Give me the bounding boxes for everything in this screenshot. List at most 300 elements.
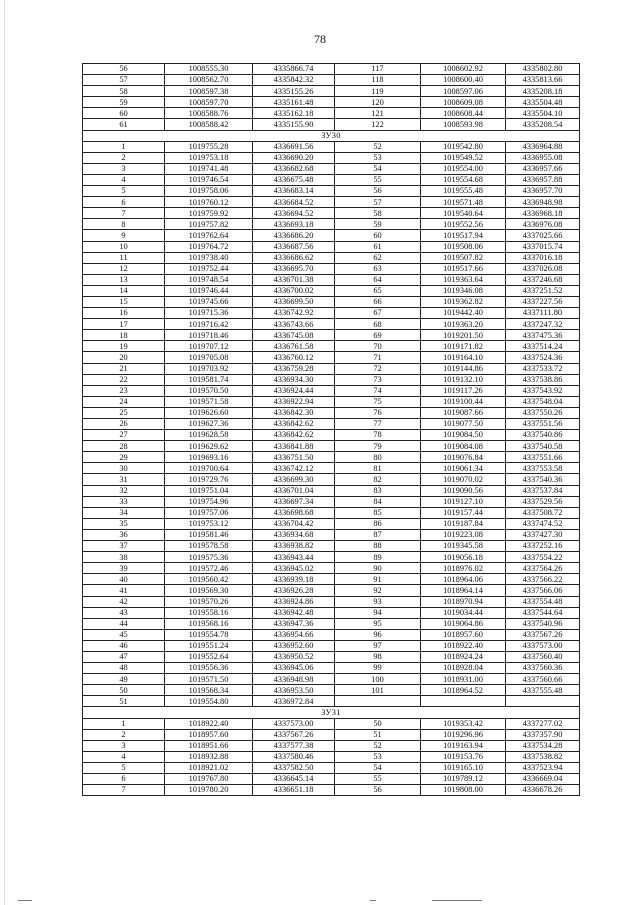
x-coordinate-cell: 1019627.36 <box>165 419 253 430</box>
y-coordinate-cell: 4337475.36 <box>506 330 580 341</box>
x-coordinate-cell: 1019748.54 <box>165 274 253 285</box>
point-number-cell: 46 <box>83 640 165 651</box>
table-row <box>83 629 580 640</box>
y-coordinate-cell: 4337427.30 <box>506 529 580 540</box>
y-coordinate-cell: 4336953.50 <box>253 685 335 696</box>
y-coordinate-cell: 4336950.52 <box>253 651 335 662</box>
point-number-cell: 74 <box>335 385 421 396</box>
point-number-cell: 81 <box>335 463 421 474</box>
table-row <box>83 230 580 241</box>
x-coordinate-cell: 1019077.50 <box>421 419 506 430</box>
point-number-cell: 87 <box>335 529 421 540</box>
x-coordinate-cell: 1019556.36 <box>165 663 253 674</box>
x-coordinate-cell: 1018922.40 <box>165 718 253 729</box>
y-coordinate-cell: 4335208.18 <box>506 86 580 97</box>
x-coordinate-cell: 1019517.66 <box>421 263 506 274</box>
point-number-cell: 18 <box>83 330 165 341</box>
point-number-cell: 19 <box>83 341 165 352</box>
y-coordinate-cell: 4336760.12 <box>253 352 335 363</box>
y-coordinate-cell: 4337537.84 <box>506 485 580 496</box>
y-coordinate-cell: 4336972.84 <box>253 696 335 707</box>
y-coordinate-cell: 4337560.36 <box>506 663 580 674</box>
table-row <box>83 518 580 529</box>
x-coordinate-cell: 1019153.76 <box>421 751 506 762</box>
point-number-cell: 12 <box>83 263 165 274</box>
point-number-cell: 93 <box>335 596 421 607</box>
x-coordinate-cell: 1019760.12 <box>165 197 253 208</box>
point-number-cell: 4 <box>83 174 165 185</box>
point-number-cell: 29 <box>83 452 165 463</box>
y-coordinate-cell: 4337540.96 <box>506 618 580 629</box>
x-coordinate-cell: 1019757.82 <box>165 219 253 230</box>
y-coordinate-cell: 4337550.26 <box>506 407 580 418</box>
x-coordinate-cell: 1019693.16 <box>165 452 253 463</box>
y-coordinate-cell: 4336742.12 <box>253 463 335 474</box>
y-coordinate-cell: 4337540.58 <box>506 441 580 452</box>
point-number-cell: 9 <box>83 230 165 241</box>
point-number-cell: 58 <box>335 208 421 219</box>
x-coordinate-cell: 1008597.06 <box>421 86 506 97</box>
y-coordinate-cell: 4336943.44 <box>253 552 335 563</box>
y-coordinate-cell: 4335155.26 <box>253 86 335 97</box>
x-coordinate-cell: 1019729.76 <box>165 474 253 485</box>
y-coordinate-cell: 4336939.18 <box>253 574 335 585</box>
point-number-cell: 54 <box>335 762 421 773</box>
x-coordinate-cell: 1018928.04 <box>421 663 506 674</box>
y-coordinate-cell: 4336842.30 <box>253 407 335 418</box>
y-coordinate-cell: 4337247.32 <box>506 319 580 330</box>
y-coordinate-cell: 4335813.66 <box>506 75 580 86</box>
y-coordinate-cell: 4336976.08 <box>506 219 580 230</box>
x-coordinate-cell: 1019117.26 <box>421 385 506 396</box>
table-row <box>83 607 580 618</box>
x-coordinate-cell: 1019165.10 <box>421 762 506 773</box>
y-coordinate-cell: 4336704.42 <box>253 518 335 529</box>
x-coordinate-cell: 1019542.80 <box>421 141 506 152</box>
point-number-cell: 101 <box>335 685 421 696</box>
y-coordinate-cell: 4336742.92 <box>253 308 335 319</box>
table-row <box>83 186 580 197</box>
x-coordinate-cell: 1019575.36 <box>165 552 253 563</box>
point-number-cell: 41 <box>83 585 165 596</box>
point-number-cell: 7 <box>83 785 165 796</box>
x-coordinate-cell: 1019758.06 <box>165 186 253 197</box>
table-row <box>83 685 580 696</box>
y-coordinate-cell: 4336926.28 <box>253 585 335 596</box>
x-coordinate-cell: 1019555.48 <box>421 186 506 197</box>
x-coordinate-cell: 1018957.60 <box>165 729 253 740</box>
x-coordinate-cell: 1019554.80 <box>165 696 253 707</box>
y-coordinate-cell: 4336686.62 <box>253 252 335 263</box>
point-number-cell: 5 <box>83 762 165 773</box>
y-coordinate-cell: 4335504.10 <box>506 108 580 119</box>
y-coordinate-cell: 4336690.20 <box>253 152 335 163</box>
point-number-cell: 13 <box>83 274 165 285</box>
point-number-cell: 44 <box>83 618 165 629</box>
x-coordinate-cell: 1018964.52 <box>421 685 506 696</box>
y-coordinate-cell: 4335161.48 <box>253 97 335 108</box>
point-number-cell: 82 <box>335 474 421 485</box>
y-coordinate-cell: 4335155.90 <box>253 119 335 130</box>
point-number-cell: 86 <box>335 518 421 529</box>
y-coordinate-cell: 4335842.32 <box>253 75 335 86</box>
x-coordinate-cell: 1019808.00 <box>421 785 506 796</box>
point-number-cell: 1 <box>83 141 165 152</box>
x-coordinate-cell: 1018964.06 <box>421 574 506 585</box>
x-coordinate-cell: 1008597.70 <box>165 97 253 108</box>
table-row <box>83 308 580 319</box>
point-number-cell: 88 <box>335 541 421 552</box>
point-number-cell: 56 <box>335 785 421 796</box>
y-coordinate-cell: 4336698.68 <box>253 507 335 518</box>
y-coordinate-cell: 4336743.66 <box>253 319 335 330</box>
point-number-cell: 60 <box>83 108 165 119</box>
y-coordinate-cell: 4335504.48 <box>506 97 580 108</box>
y-coordinate-cell: 4336675.48 <box>253 174 335 185</box>
x-coordinate-cell: 1019718.46 <box>165 330 253 341</box>
x-coordinate-cell: 1008609.08 <box>421 97 506 108</box>
table-row <box>83 119 580 130</box>
point-number-cell: 5 <box>83 186 165 197</box>
x-coordinate-cell: 1019070.02 <box>421 474 506 485</box>
table-row <box>83 485 580 496</box>
scan-margin-line <box>4 0 5 905</box>
point-number-cell: 90 <box>335 563 421 574</box>
y-coordinate-cell: 4337560.40 <box>506 651 580 662</box>
table-row <box>83 208 580 219</box>
y-coordinate-cell: 4335802.80 <box>506 64 580 75</box>
point-number-cell: 6 <box>83 197 165 208</box>
point-number-cell: 34 <box>83 507 165 518</box>
table-row <box>83 274 580 285</box>
table-row <box>83 341 580 352</box>
y-coordinate-cell: 4337567.26 <box>253 729 335 740</box>
y-coordinate-cell: 4337553.58 <box>506 463 580 474</box>
table-row <box>83 241 580 252</box>
y-coordinate-cell: 4335208.54 <box>506 119 580 130</box>
x-coordinate-cell: 1008588.76 <box>165 108 253 119</box>
x-coordinate-cell: 1019554.78 <box>165 629 253 640</box>
x-coordinate-cell: 1019572.46 <box>165 563 253 574</box>
point-number-cell: 55 <box>335 774 421 785</box>
x-coordinate-cell: 1019753.18 <box>165 152 253 163</box>
y-coordinate-cell: 4337564.26 <box>506 563 580 574</box>
x-coordinate-cell: 1019076.84 <box>421 452 506 463</box>
table-row <box>83 352 580 363</box>
point-number-cell: 4 <box>83 751 165 762</box>
point-number-cell: 20 <box>83 352 165 363</box>
point-number-cell: 52 <box>335 740 421 751</box>
point-number-cell: 2 <box>83 729 165 740</box>
table-row <box>83 663 580 674</box>
y-coordinate-cell: 4336695.70 <box>253 263 335 274</box>
x-coordinate-cell: 1018921.02 <box>165 762 253 773</box>
point-number-cell: 72 <box>335 363 421 374</box>
point-number-cell: 40 <box>83 574 165 585</box>
point-number-cell: 119 <box>335 86 421 97</box>
point-number-cell: 16 <box>83 308 165 319</box>
page-number: 78 <box>314 32 326 46</box>
point-number-cell: 31 <box>83 474 165 485</box>
point-number-cell: 99 <box>335 663 421 674</box>
y-coordinate-cell: 4337573.00 <box>506 640 580 651</box>
y-coordinate-cell: 4336701.04 <box>253 485 335 496</box>
point-number-cell: 10 <box>83 241 165 252</box>
x-coordinate-cell: 1019064.86 <box>421 618 506 629</box>
point-number-cell: 70 <box>335 341 421 352</box>
table-row <box>83 785 580 796</box>
point-number-cell: 64 <box>335 274 421 285</box>
table-row <box>83 64 580 75</box>
x-coordinate-cell: 1019084.08 <box>421 441 506 452</box>
table-row <box>83 774 580 785</box>
y-coordinate-cell: 4336957.66 <box>506 163 580 174</box>
y-coordinate-cell: 4337540.36 <box>506 474 580 485</box>
x-coordinate-cell: 1019127.10 <box>421 496 506 507</box>
x-coordinate-cell: 1019628.58 <box>165 430 253 441</box>
y-coordinate-cell: 4337277.02 <box>506 718 580 729</box>
x-coordinate-cell: 1019581.74 <box>165 374 253 385</box>
table-row <box>83 152 580 163</box>
x-coordinate-cell: 1019746.44 <box>165 285 253 296</box>
table-row <box>83 740 580 751</box>
table-row <box>83 640 580 651</box>
point-number-cell: 39 <box>83 563 165 574</box>
point-number-cell: 8 <box>83 219 165 230</box>
point-number-cell: 24 <box>83 396 165 407</box>
table-row <box>83 507 580 518</box>
y-coordinate-cell: 4337538.82 <box>506 751 580 762</box>
y-coordinate-cell: 4337567.26 <box>506 629 580 640</box>
x-coordinate-cell: 1019554.00 <box>421 163 506 174</box>
y-coordinate-cell: 4337543.92 <box>506 385 580 396</box>
point-number-cell: 85 <box>335 507 421 518</box>
x-coordinate-cell: 1019753.12 <box>165 518 253 529</box>
table-row <box>83 197 580 208</box>
y-coordinate-cell: 4336922.94 <box>253 396 335 407</box>
point-number-cell: 97 <box>335 640 421 651</box>
point-number-cell: 50 <box>335 718 421 729</box>
x-coordinate-cell: 1008588.42 <box>165 119 253 130</box>
table-row <box>83 141 580 152</box>
point-number-cell: 51 <box>335 729 421 740</box>
point-number-cell: 57 <box>335 197 421 208</box>
y-coordinate-cell: 4336947.36 <box>253 618 335 629</box>
x-coordinate-cell: 1018932.88 <box>165 751 253 762</box>
x-coordinate-cell: 1019517.94 <box>421 230 506 241</box>
table-row <box>83 374 580 385</box>
table-row <box>83 751 580 762</box>
point-number-cell: 25 <box>83 407 165 418</box>
y-coordinate-cell: 4336934.68 <box>253 529 335 540</box>
table-row <box>83 474 580 485</box>
table-row <box>83 696 580 707</box>
point-number-cell: 36 <box>83 529 165 540</box>
x-coordinate-cell: 1019789.12 <box>421 774 506 785</box>
point-number-cell: 95 <box>335 618 421 629</box>
x-coordinate-cell: 1019144.86 <box>421 363 506 374</box>
y-coordinate-cell: 4337566.22 <box>506 574 580 585</box>
table-row <box>83 463 580 474</box>
x-coordinate-cell: 1019700.64 <box>165 463 253 474</box>
y-coordinate-cell: 4336948.98 <box>253 674 335 685</box>
x-coordinate-cell: 1019346.08 <box>421 285 506 296</box>
x-coordinate-cell: 1019164.10 <box>421 352 506 363</box>
x-coordinate-cell: 1018924.24 <box>421 651 506 662</box>
y-coordinate-cell: 4337016.18 <box>506 252 580 263</box>
y-coordinate-cell <box>506 696 580 707</box>
x-coordinate-cell: 1019201.50 <box>421 330 506 341</box>
point-number-cell: 66 <box>335 296 421 307</box>
y-coordinate-cell: 4337544.64 <box>506 607 580 618</box>
y-coordinate-cell: 4336957.88 <box>506 174 580 185</box>
y-coordinate-cell: 4336678.26 <box>506 785 580 796</box>
x-coordinate-cell: 1019551.24 <box>165 640 253 651</box>
y-coordinate-cell: 4336687.56 <box>253 241 335 252</box>
x-coordinate-cell: 1019568.34 <box>165 685 253 696</box>
x-coordinate-cell: 1008600.40 <box>421 75 506 86</box>
y-coordinate-cell: 4336759.28 <box>253 363 335 374</box>
x-coordinate-cell: 1019755.28 <box>165 141 253 152</box>
table-row <box>83 651 580 662</box>
point-number-cell: 57 <box>83 75 165 86</box>
x-coordinate-cell: 1019745.66 <box>165 296 253 307</box>
x-coordinate-cell: 1019363.64 <box>421 274 506 285</box>
x-coordinate-cell: 1019741.48 <box>165 163 253 174</box>
point-number-cell: 100 <box>335 674 421 685</box>
y-coordinate-cell: 4337026.08 <box>506 263 580 274</box>
scan-mark <box>432 900 482 901</box>
point-number-cell: 59 <box>83 97 165 108</box>
point-number-cell: 42 <box>83 596 165 607</box>
y-coordinate-cell: 4337474.52 <box>506 518 580 529</box>
y-coordinate-cell: 4337227.56 <box>506 296 580 307</box>
x-coordinate-cell: 1019163.94 <box>421 740 506 751</box>
x-coordinate-cell: 1008608.44 <box>421 108 506 119</box>
y-coordinate-cell: 4336924.44 <box>253 385 335 396</box>
point-number-cell: 1 <box>83 718 165 729</box>
x-coordinate-cell: 1019353.42 <box>421 718 506 729</box>
point-number-cell: 23 <box>83 385 165 396</box>
x-coordinate-cell: 1008602.92 <box>421 64 506 75</box>
y-coordinate-cell: 4337540.86 <box>506 430 580 441</box>
y-coordinate-cell: 4337523.94 <box>506 762 580 773</box>
y-coordinate-cell: 4337514.24 <box>506 341 580 352</box>
x-coordinate-cell: 1019087.66 <box>421 407 506 418</box>
x-coordinate-cell: 1019442.40 <box>421 308 506 319</box>
x-coordinate-cell: 1019707.12 <box>165 341 253 352</box>
table-row <box>83 452 580 463</box>
y-coordinate-cell: 4336842.62 <box>253 419 335 430</box>
x-coordinate-cell: 1019090.56 <box>421 485 506 496</box>
table-row <box>83 552 580 563</box>
section-title: ЗУ31 <box>83 707 580 718</box>
x-coordinate-cell: 1019571.58 <box>165 396 253 407</box>
point-number-cell: 76 <box>335 407 421 418</box>
x-coordinate-cell: 1019780.20 <box>165 785 253 796</box>
table-row <box>83 319 580 330</box>
y-coordinate-cell: 4337548.04 <box>506 396 580 407</box>
point-number-cell: 30 <box>83 463 165 474</box>
point-number-cell: 45 <box>83 629 165 640</box>
table-row <box>83 718 580 729</box>
y-coordinate-cell: 4337582.50 <box>253 762 335 773</box>
point-number-cell: 2 <box>83 152 165 163</box>
x-coordinate-cell: 1018970.94 <box>421 596 506 607</box>
x-coordinate-cell: 1019578.58 <box>165 541 253 552</box>
x-coordinate-cell: 1019581.46 <box>165 529 253 540</box>
y-coordinate-cell: 4337533.72 <box>506 363 580 374</box>
scan-mark <box>18 900 32 901</box>
point-number-cell: 55 <box>335 174 421 185</box>
point-number-cell: 92 <box>335 585 421 596</box>
table-row <box>83 330 580 341</box>
y-coordinate-cell: 4337560.66 <box>506 674 580 685</box>
table-row <box>83 363 580 374</box>
table-row <box>83 729 580 740</box>
y-coordinate-cell: 4336682.68 <box>253 163 335 174</box>
table-row <box>83 263 580 274</box>
point-number-cell: 118 <box>335 75 421 86</box>
point-number-cell: 69 <box>335 330 421 341</box>
x-coordinate-cell: 1019571.48 <box>421 197 506 208</box>
x-coordinate-cell: 1018922.40 <box>421 640 506 651</box>
y-coordinate-cell: 4336945.06 <box>253 663 335 674</box>
section-title: ЗУ30 <box>83 130 580 141</box>
y-coordinate-cell: 4336684.52 <box>253 197 335 208</box>
x-coordinate-cell: 1018931.00 <box>421 674 506 685</box>
x-coordinate-cell: 1019362.82 <box>421 296 506 307</box>
y-coordinate-cell: 4337246.68 <box>506 274 580 285</box>
point-number-cell: 32 <box>83 485 165 496</box>
point-number-cell: 53 <box>335 152 421 163</box>
x-coordinate-cell: 1019764.72 <box>165 241 253 252</box>
point-number-cell: 73 <box>335 374 421 385</box>
point-number-cell: 89 <box>335 552 421 563</box>
table-row <box>83 285 580 296</box>
y-coordinate-cell: 4336952.60 <box>253 640 335 651</box>
table-row <box>83 496 580 507</box>
point-number-cell: 49 <box>83 674 165 685</box>
y-coordinate-cell: 4337554.48 <box>506 596 580 607</box>
point-number-cell: 56 <box>335 186 421 197</box>
table-row <box>83 163 580 174</box>
point-number-cell: 54 <box>335 163 421 174</box>
x-coordinate-cell: 1008555.30 <box>165 64 253 75</box>
table-row <box>83 419 580 430</box>
x-coordinate-cell: 1019759.92 <box>165 208 253 219</box>
x-coordinate-cell: 1019507.82 <box>421 252 506 263</box>
table-row <box>83 529 580 540</box>
x-coordinate-cell: 1019629.62 <box>165 441 253 452</box>
y-coordinate-cell: 4336645.14 <box>253 774 335 785</box>
point-number-cell: 77 <box>335 419 421 430</box>
x-coordinate-cell: 1019571.50 <box>165 674 253 685</box>
table-row <box>83 762 580 773</box>
y-coordinate-cell: 4337538.86 <box>506 374 580 385</box>
y-coordinate-cell: 4337566.06 <box>506 585 580 596</box>
point-number-cell: 50 <box>83 685 165 696</box>
x-coordinate-cell: 1019570.50 <box>165 385 253 396</box>
point-number-cell: 84 <box>335 496 421 507</box>
x-coordinate-cell: 1019363.20 <box>421 319 506 330</box>
x-coordinate-cell: 1019549.52 <box>421 152 506 163</box>
point-number-cell: 67 <box>335 308 421 319</box>
coordinates-table <box>82 63 580 796</box>
y-coordinate-cell: 4337508.72 <box>506 507 580 518</box>
point-number-cell: 17 <box>83 319 165 330</box>
table-row <box>83 385 580 396</box>
